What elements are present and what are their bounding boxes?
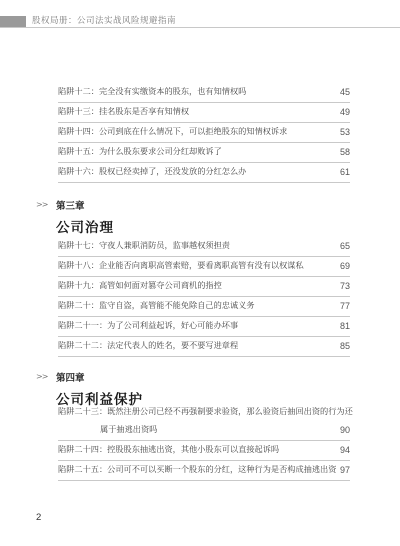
toc-entry-page: 65 — [339, 241, 350, 251]
page-number: 2 — [36, 512, 42, 523]
chapter-title[interactable]: 公司治理 — [56, 220, 114, 236]
toc-entry-title: 陷阱十五：为什么股东要求公司分红却败诉了 — [58, 146, 222, 156]
toc-entry-page: 77 — [339, 301, 350, 311]
chapter-title[interactable]: 公司利益保护 — [56, 392, 143, 408]
toc-entry-title: 陷阱十七：守夜人兼职消防员，监事越权须担责 — [58, 240, 230, 250]
toc-entry-title: 陷阱二十四：控股股东抽逃出资，其他小股东可以直接起诉吗 — [58, 444, 280, 454]
toc-entry[interactable] — [58, 316, 350, 337]
toc-entry-page: 94 — [339, 445, 350, 455]
toc-entry-title: 陷阱二十三：既然注册公司已经不再强制要求验资，那么验资后抽回出资的行为还 — [58, 406, 353, 416]
toc-entry-page: 49 — [339, 107, 350, 117]
toc-entry-page: 69 — [339, 261, 350, 271]
toc-entry[interactable] — [58, 276, 350, 297]
header-divider — [0, 27, 400, 28]
toc-entry-title: 陷阱二十一：为了公司利益起诉，好心可能办坏事 — [58, 320, 239, 330]
chapter-label: 第三章 — [56, 201, 85, 212]
toc-entry-title: 陷阱十二：完全没有实缴资本的股东，也有知情权吗 — [58, 86, 247, 96]
toc-entry[interactable] — [58, 296, 350, 317]
toc-entry-title: 陷阱十八：企业能否向离职高管索赔，要看离职高管有没有以权谋私 — [58, 260, 304, 270]
toc-entry[interactable] — [58, 162, 350, 183]
running-header — [0, 16, 400, 28]
toc-entry[interactable] — [58, 122, 350, 143]
toc-entry-page: 45 — [339, 87, 350, 97]
toc-entry-page: 61 — [339, 167, 350, 177]
toc-entry-page: 81 — [339, 321, 350, 331]
toc-entry[interactable] — [58, 102, 350, 123]
toc-entry-title: 陷阱二十五：公司可不可以买断一个股东的分红，这种行为是否构成抽逃出资 — [58, 464, 337, 474]
toc-entry[interactable] — [58, 142, 350, 163]
chapter-label: 第四章 — [56, 373, 85, 384]
toc-entry[interactable] — [58, 404, 353, 441]
toc-entry-title: 陷阱十六：股权已经卖掉了，还没发放的分红怎么办 — [58, 166, 247, 176]
chapter-marker-icon: >> — [36, 200, 48, 209]
toc-entry-page: 85 — [339, 341, 350, 351]
toc-entry-title: 陷阱二十二：法定代表人的姓名，要不要写进章程 — [58, 340, 239, 350]
toc-entry-title: 陷阱十三：挂名股东是否享有知情权 — [58, 106, 190, 116]
toc-entry-title: 陷阱二十：监守自盗，高管能不能免除自己的忠诚义务 — [58, 300, 255, 310]
toc-entry-page: 90 — [339, 425, 350, 435]
toc-entry-page: 58 — [339, 147, 350, 157]
toc-entry[interactable] — [58, 256, 350, 277]
toc-entry-title: 陷阱十四：公司到底在什么情况下，可以拒绝股东的知情权诉求 — [58, 126, 288, 136]
toc-entry[interactable] — [58, 460, 350, 481]
toc-entry[interactable] — [58, 82, 350, 103]
toc-entry[interactable] — [58, 336, 350, 357]
toc-entry-page: 53 — [339, 127, 350, 137]
toc-entry[interactable] — [58, 236, 350, 257]
toc-entry-title-continued: 属于抽逃出资吗 — [100, 424, 158, 434]
toc-entry-title: 陷阱十九：高管如何面对篡夺公司商机的指控 — [58, 280, 222, 290]
toc-entry-page: 73 — [339, 281, 350, 291]
header-title: 股权局册：公司法实战风险规避指南 — [32, 16, 177, 26]
toc-entry-page: 97 — [339, 465, 350, 475]
toc-entry[interactable] — [58, 440, 350, 461]
chapter-marker-icon: >> — [36, 372, 48, 381]
